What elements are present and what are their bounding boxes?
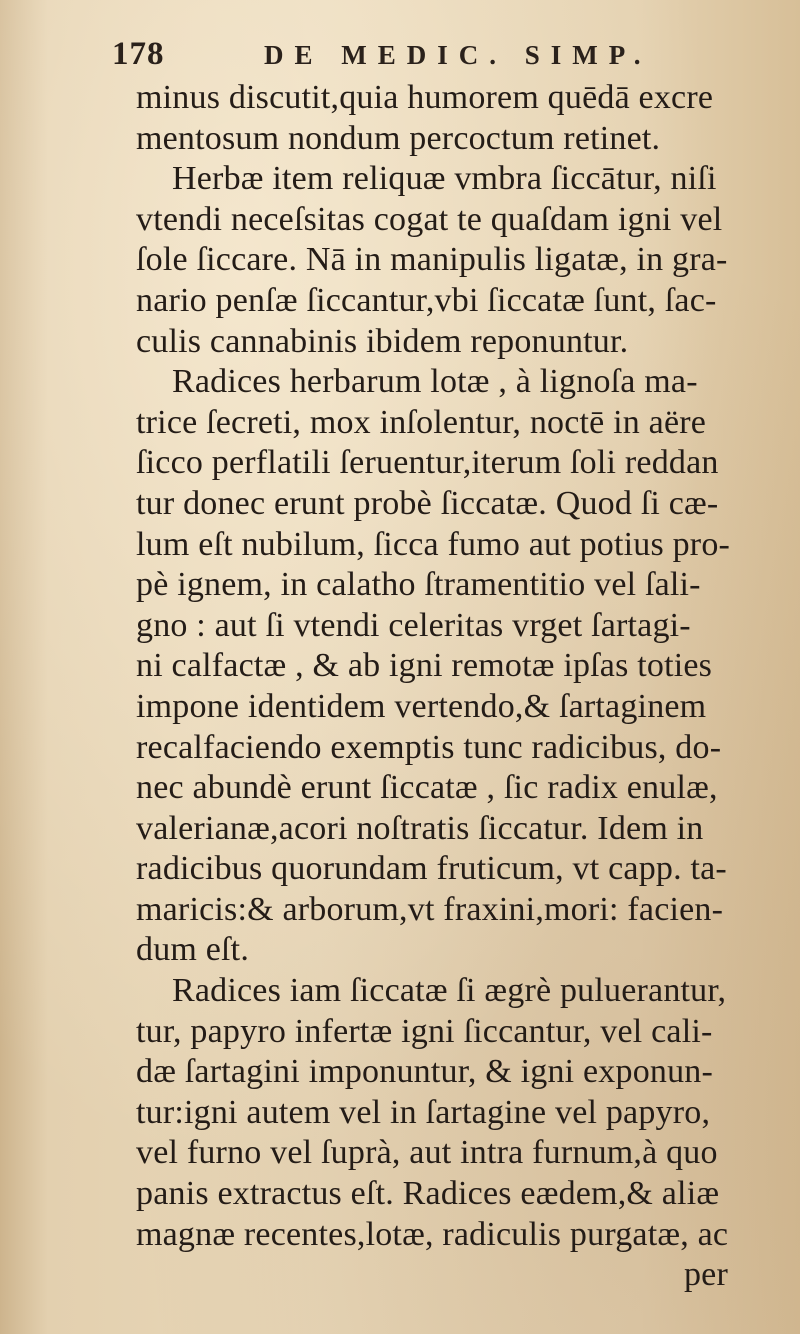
text-line: lum eſt nubilum, ſicca fumo aut potius pro-: [136, 525, 731, 563]
paragraph-start-line: Radices iam ſiccatæ ſi ægrè puluerantur,: [172, 972, 727, 1010]
text-line: minus discutit,quia humorem quēdā excre: [136, 79, 714, 116]
text-line: gno : aut ſi vtendi celeritas vrget ſartagi-: [136, 606, 691, 644]
text-line: impone identidem vertendo,& ſartaginem: [136, 687, 707, 725]
text-line: tur donec erunt probè ſiccatæ. Quod ſi cæ-: [136, 484, 719, 522]
text-line: panis extractus eſt. Radices eædem,& aliæ: [136, 1175, 720, 1213]
page-number: 178: [112, 36, 165, 72]
paragraph-start-line: Radices herbarum lotæ , à lignoſa ma-: [172, 363, 698, 401]
catchword: per: [683, 1256, 728, 1294]
text-line: valerianæ,acori noſtratis ſiccatur. Idem in: [136, 809, 704, 847]
text-line: dum eſt.: [136, 931, 250, 969]
page-header: [112, 28, 712, 72]
text-line: maricis:& arborum,vt fraxini,mori: facien-: [136, 890, 724, 928]
text-line: ſole ſiccare. Nā in manipulis ligatæ, in gra-: [136, 241, 728, 279]
text-line: culis cannabinis ibidem reponuntur.: [136, 322, 629, 360]
text-line: tur:igni autem vel in ſartagine vel papyro,: [136, 1093, 711, 1131]
text-line: mentosum nondum percoctum retinet.: [136, 119, 661, 157]
text-line: radicibus quorundam fruticum, vt capp. ta-: [136, 850, 727, 888]
text-line: ſicco perflatili ſeruentur,iterum ſoli reddan: [136, 444, 719, 482]
text-line: tur, papyro infertæ igni ſiccantur, vel cali-: [136, 1012, 713, 1050]
text-line: vel furno vel ſuprà, aut intra furnum,à quo: [136, 1134, 718, 1172]
text-line: magnæ recentes,lotæ, radiculis purgatæ, ac: [136, 1215, 729, 1253]
text-line: ni calfactæ , & ab igni remotæ ipſas toties: [136, 647, 713, 685]
text-line: recalfaciendo exemptis tunc radicibus, do-: [136, 728, 722, 766]
text-line: pè ignem, in calatho ſtramentitio vel ſali-: [136, 566, 701, 604]
text-line: nario penſæ ſiccantur,vbi ſiccatæ ſunt, ſac-: [136, 281, 717, 319]
paragraph-start-line: Herbæ item reliquæ vmbra ſiccātur, niſi: [172, 160, 717, 198]
text-line: dæ ſartagini imponuntur, & igni exponun-: [136, 1053, 714, 1091]
running-head: DE MEDIC. SIMP.: [264, 40, 652, 70]
text-block: [136, 78, 772, 1296]
text-line: trice ſecreti, mox inſolentur, noctē in aëre: [136, 403, 707, 441]
text-line: nec abundè erunt ſiccatæ , ſic radix enulæ,: [136, 769, 718, 807]
text-line: vtendi neceſsitas cogat te quaſdam igni vel: [136, 200, 723, 238]
